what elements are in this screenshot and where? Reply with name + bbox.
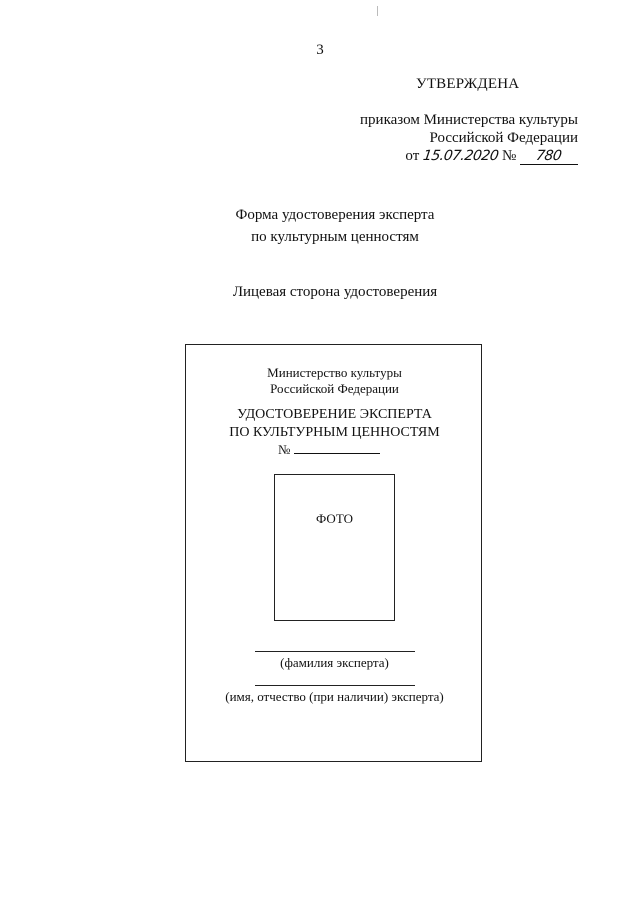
approved-title: УТВЕРЖДЕНА — [416, 76, 520, 92]
face-side-label: Лицевая сторона удостоверения — [232, 284, 438, 300]
card-ministry — [186, 365, 483, 397]
order-reference — [320, 111, 578, 165]
page-number: 3 — [316, 42, 324, 58]
card-certificate-title — [186, 406, 483, 442]
order-date-row — [320, 147, 578, 165]
order-number-handwritten: 780 — [535, 148, 563, 164]
card-number-row — [278, 442, 380, 458]
card-ministry-line-2: Российской Федерации — [270, 381, 399, 396]
order-number-prefix: № — [501, 148, 517, 164]
surname-caption: (фамилия эксперта) — [280, 655, 389, 670]
card-number-blank — [294, 442, 380, 454]
scan-artifact — [377, 6, 378, 16]
photo-label: ФОТО — [316, 511, 353, 526]
card-ministry-line-1: Министерство культуры — [267, 365, 402, 380]
form-title-line-2: по культурным ценностям — [251, 229, 419, 245]
surname-blank-line — [255, 651, 415, 652]
order-date-prefix: от — [405, 148, 420, 164]
order-date-handwritten: 15.07.2020 — [421, 148, 500, 164]
form-title — [0, 204, 640, 248]
order-line-2: Российской Федерации — [429, 130, 578, 146]
certificate-card — [185, 344, 482, 762]
order-line-1: приказом Министерства культуры — [360, 112, 578, 128]
form-title-line-1: Форма удостоверения эксперта — [235, 207, 435, 223]
name-blank-line — [255, 685, 415, 686]
card-cert-title-line-2: ПО КУЛЬТУРНЫМ ЦЕННОСТЯМ — [229, 425, 440, 440]
card-number-label: № — [278, 442, 291, 457]
name-caption: (имя, отчество (при наличии) эксперта) — [225, 689, 444, 704]
order-number-field — [520, 148, 578, 165]
card-cert-title-line-1: УДОСТОВЕРЕНИЕ ЭКСПЕРТА — [237, 407, 432, 422]
photo-placeholder — [274, 474, 395, 621]
